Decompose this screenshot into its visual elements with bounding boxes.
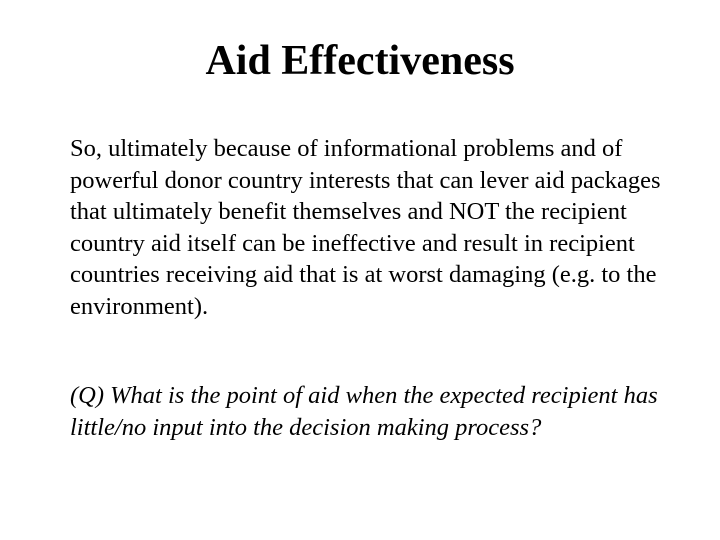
- slide-title: Aid Effectiveness: [205, 38, 515, 84]
- body-paragraph: So, ultimately because of informational problems and of powerful donor country interests that can lever aid packages that ultimately benefit themselves and NOT the recipient country aid itself can be ineffective and result in recipient countries receiving aid that is at worst damaging (e.g. to the environment).: [70, 135, 661, 320]
- question-paragraph: (Q) What is the point of aid when the expected recipient has little/no input into the decision making process?: [70, 382, 658, 441]
